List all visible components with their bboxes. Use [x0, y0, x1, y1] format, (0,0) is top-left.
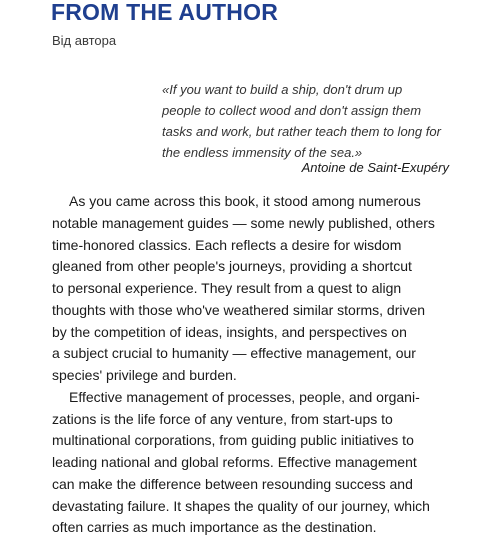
text-line: Effective management of processes, people, and organi-	[69, 388, 420, 405]
chapter-subheading: Від автора	[52, 33, 117, 48]
text-line: to personal experience. They result from a quest to align	[52, 280, 402, 296]
chapter-heading: FROM THE AUTHOR	[51, 0, 279, 25]
epigraph-quote	[162, 79, 452, 163]
epigraph-attribution: Antoine de Saint-Exupéry	[301, 160, 449, 175]
paragraph-2	[52, 387, 454, 539]
text-line: time-honored classics. Each reflects a desire for wisdom	[52, 236, 402, 253]
text-line: multinational corporations, from guiding public initiatives to	[52, 432, 414, 449]
text-line: species' privilege and burden.	[52, 367, 237, 383]
text-line: leading national and global reforms. Effective management	[52, 454, 417, 470]
text-line: notable management guides — some newly published, others	[52, 214, 435, 231]
text-line: a subject crucial to humanity — effective management, our	[52, 345, 416, 362]
text-line: often carries as much importance as the destination.	[52, 519, 377, 536]
epigraph-line: people to collect wood and don't assign them	[162, 103, 422, 118]
text-line: thoughts with those who've weathered similar storms, driven	[52, 301, 426, 318]
text-line: As you came across this book, it stood among numerous	[69, 193, 421, 209]
text-line: can make the difference between resounding success and	[52, 475, 413, 492]
paragraph-1	[52, 191, 454, 387]
text-line: gleaned from other people's journeys, providing a shortcut	[52, 258, 412, 275]
epigraph-line: «If you want to build a ship, don't drum up	[162, 82, 403, 97]
text-line: by the competition of ideas, insights, and perspectives on	[52, 323, 407, 340]
body-text	[52, 191, 454, 539]
epigraph-line: the endless immensity of the sea.»	[162, 145, 363, 160]
text-line: zations is the life force of any venture, from start-ups to	[52, 410, 393, 427]
epigraph-line: tasks and work, but rather teach them to long for	[162, 124, 441, 139]
text-line: devastating failure. It shapes the quality of our journey, which	[52, 497, 430, 514]
